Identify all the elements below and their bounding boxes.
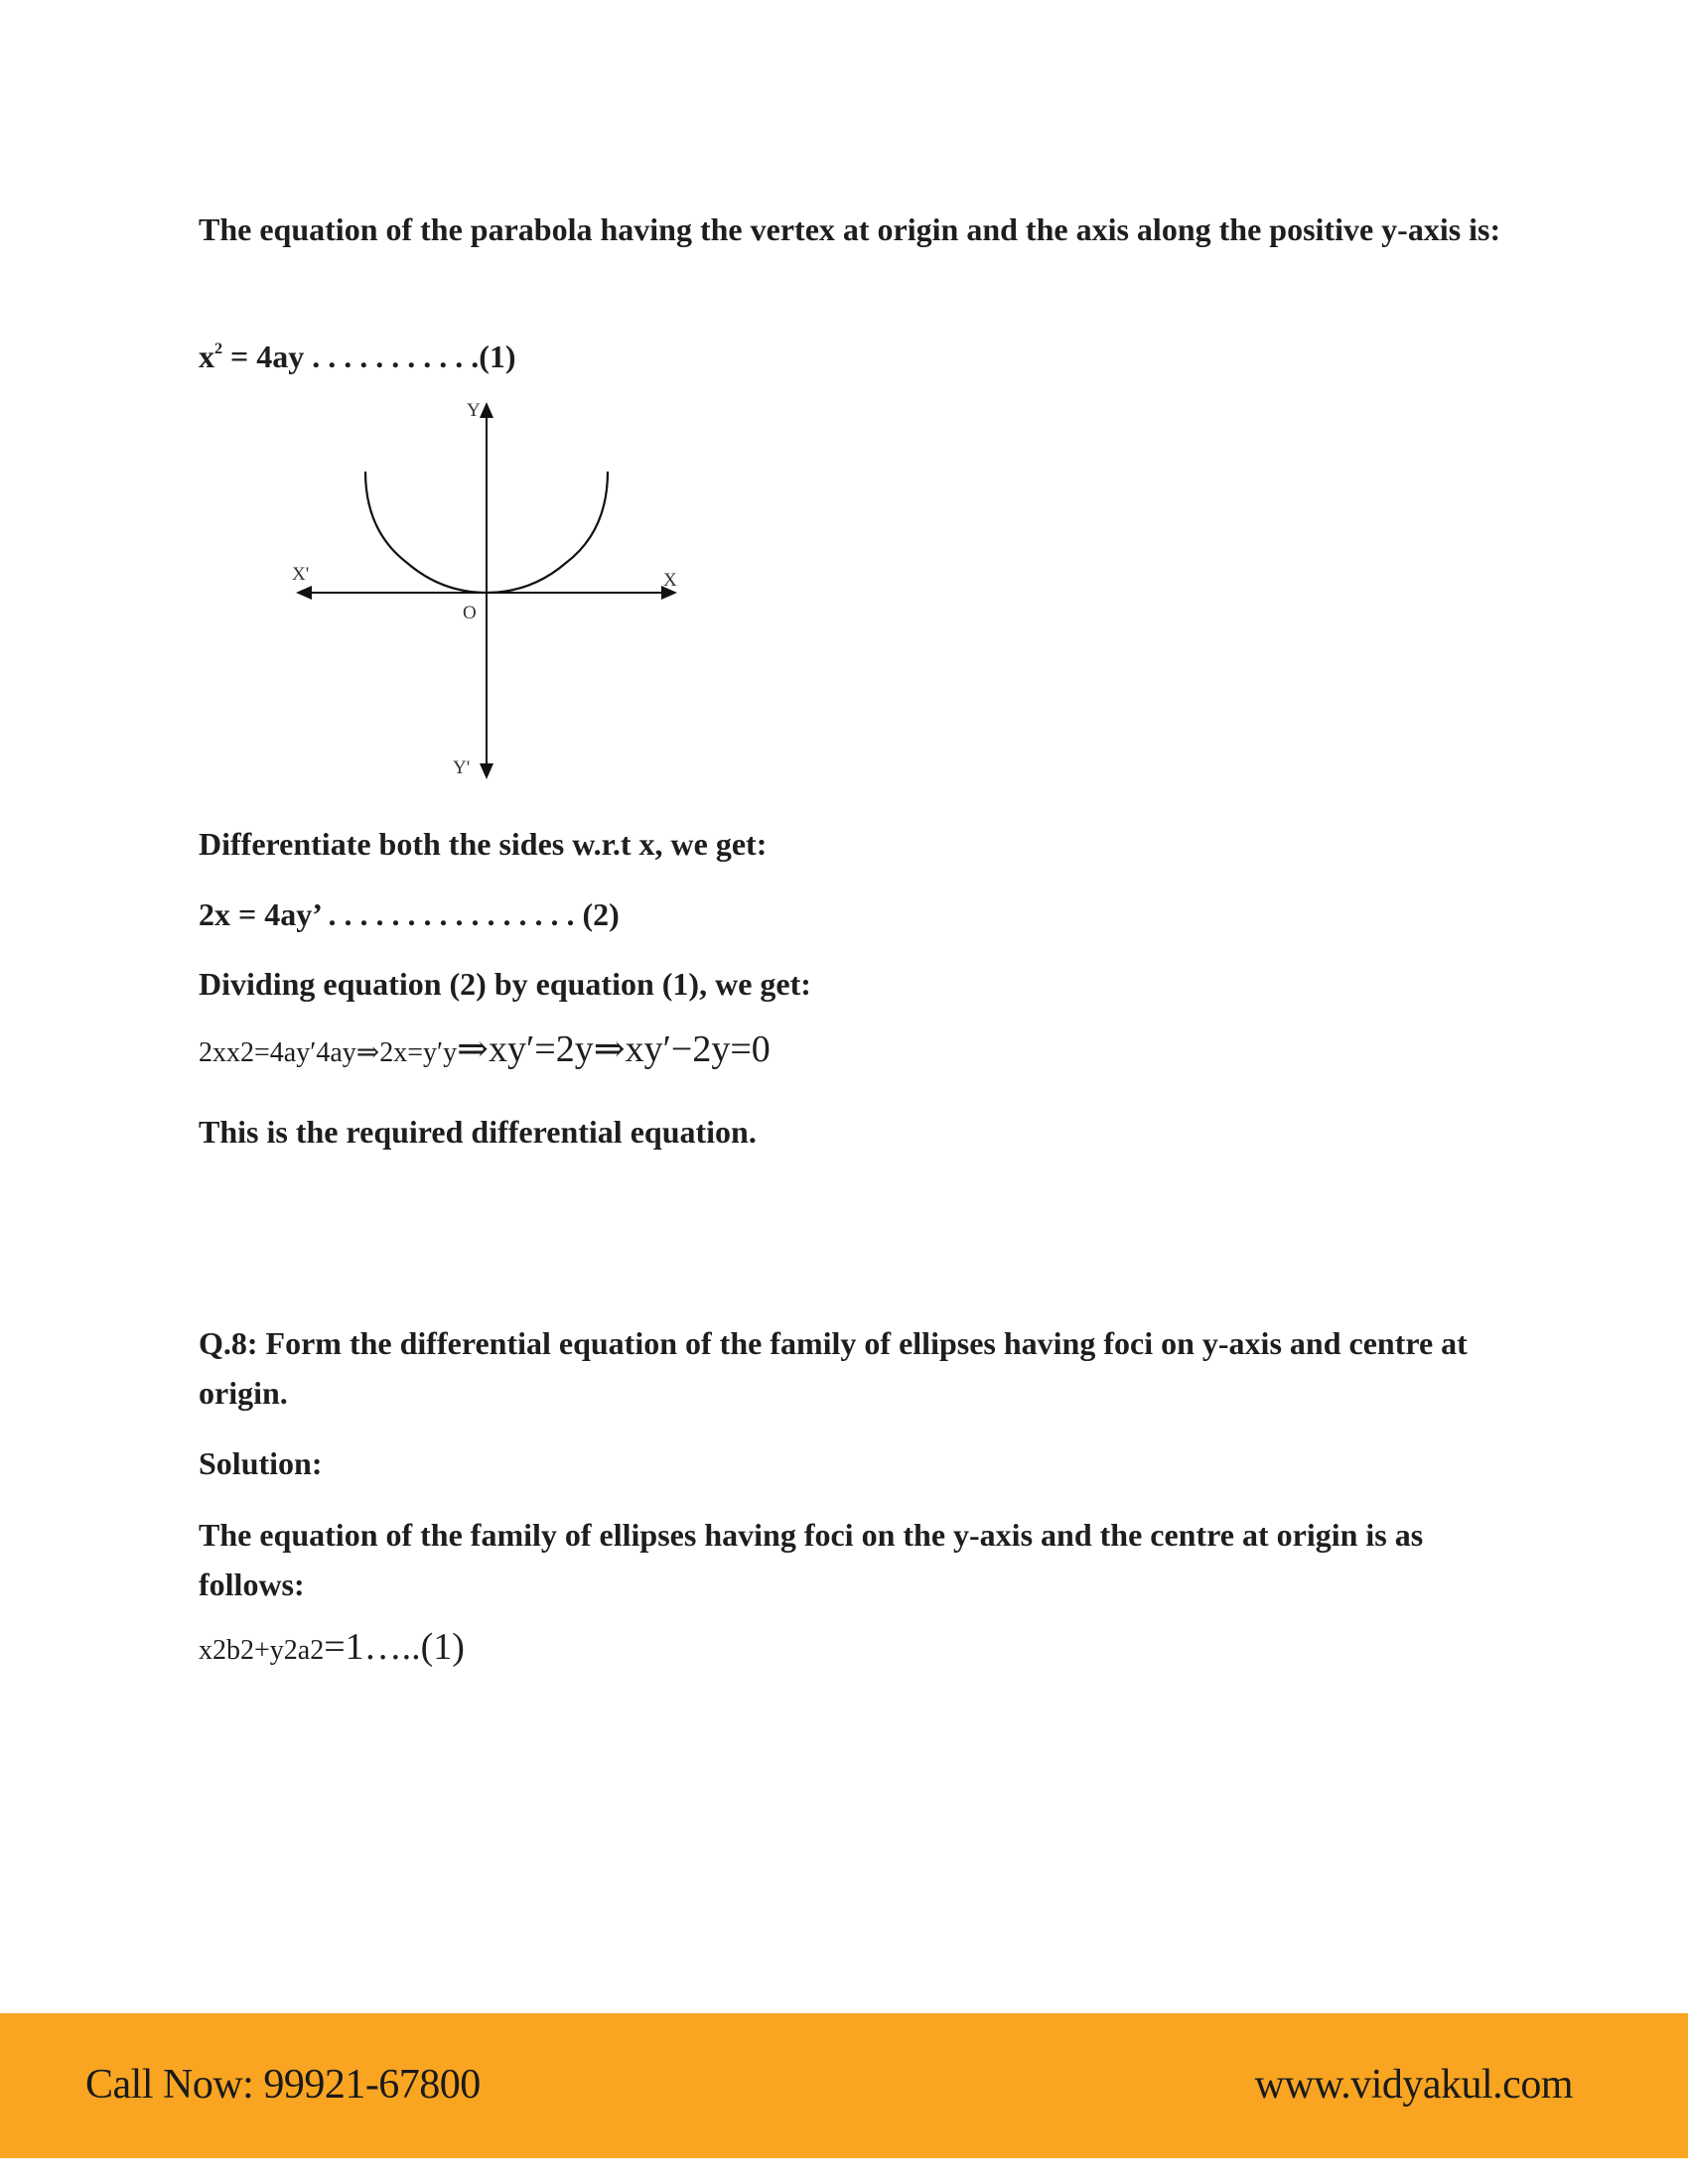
equation-3-part-a: 2xx2=4ay′4ay⇒2x=y′y (199, 1037, 458, 1068)
question-8: Q.8: Form the differential equation of the family of ellipses having foci on y-axis and centre at origin. (199, 1325, 1468, 1411)
label-x: X (663, 570, 677, 591)
x-axis-arrow-left (296, 586, 312, 600)
equation-3-part-b: ⇒xy′=2y⇒xy′−2y=0 (457, 1028, 771, 1070)
y-axis-arrow-down (480, 763, 493, 779)
conclusion-text: This is the required differential equation. (199, 1114, 757, 1150)
website-link[interactable]: www.vidyakul.com (1254, 2062, 1573, 2108)
differentiate-step: Differentiate both the sides w.r.t x, we get: (199, 826, 768, 862)
label-x-prime: X' (292, 564, 310, 585)
divide-step: Dividing equation (2) by equation (1), we get: (199, 966, 811, 1002)
ellipse-equation-part-b: =1…..(1) (324, 1626, 465, 1668)
parabola-figure (278, 392, 705, 789)
ellipse-statement: The equation of the family of ellipses having foci on the y-axis and the centre at origin is as follows: (199, 1517, 1424, 1602)
call-now-text: Call Now: 99921-67800 (85, 2062, 481, 2108)
ellipse-equation-part-a: x2b2+y2a2 (199, 1635, 325, 1666)
equation-2: 2x = 4ay’ . . . . . . . . . . . . . . . . (2) (199, 896, 620, 932)
equation-1 (199, 330, 516, 376)
equation-1-exponent: 2 (214, 341, 222, 357)
label-origin: O (463, 603, 477, 623)
equation-3 (199, 1027, 771, 1079)
equation-1-rest: = 4ay . . . . . . . . . . .(1) (222, 339, 516, 374)
parabola-intro: The equation of the parabola having the vertex at origin and the axis along the positive y-axis is: (199, 211, 1501, 247)
label-y-prime: Y' (453, 757, 471, 778)
equation-1-base: x (199, 339, 214, 374)
ellipse-equation (199, 1625, 465, 1677)
solution-label: Solution: (199, 1445, 323, 1481)
parabola-diagram (278, 392, 705, 789)
label-y: Y (467, 400, 481, 421)
y-axis-arrow-up (480, 402, 493, 418)
footer-banner (0, 2013, 1688, 2158)
